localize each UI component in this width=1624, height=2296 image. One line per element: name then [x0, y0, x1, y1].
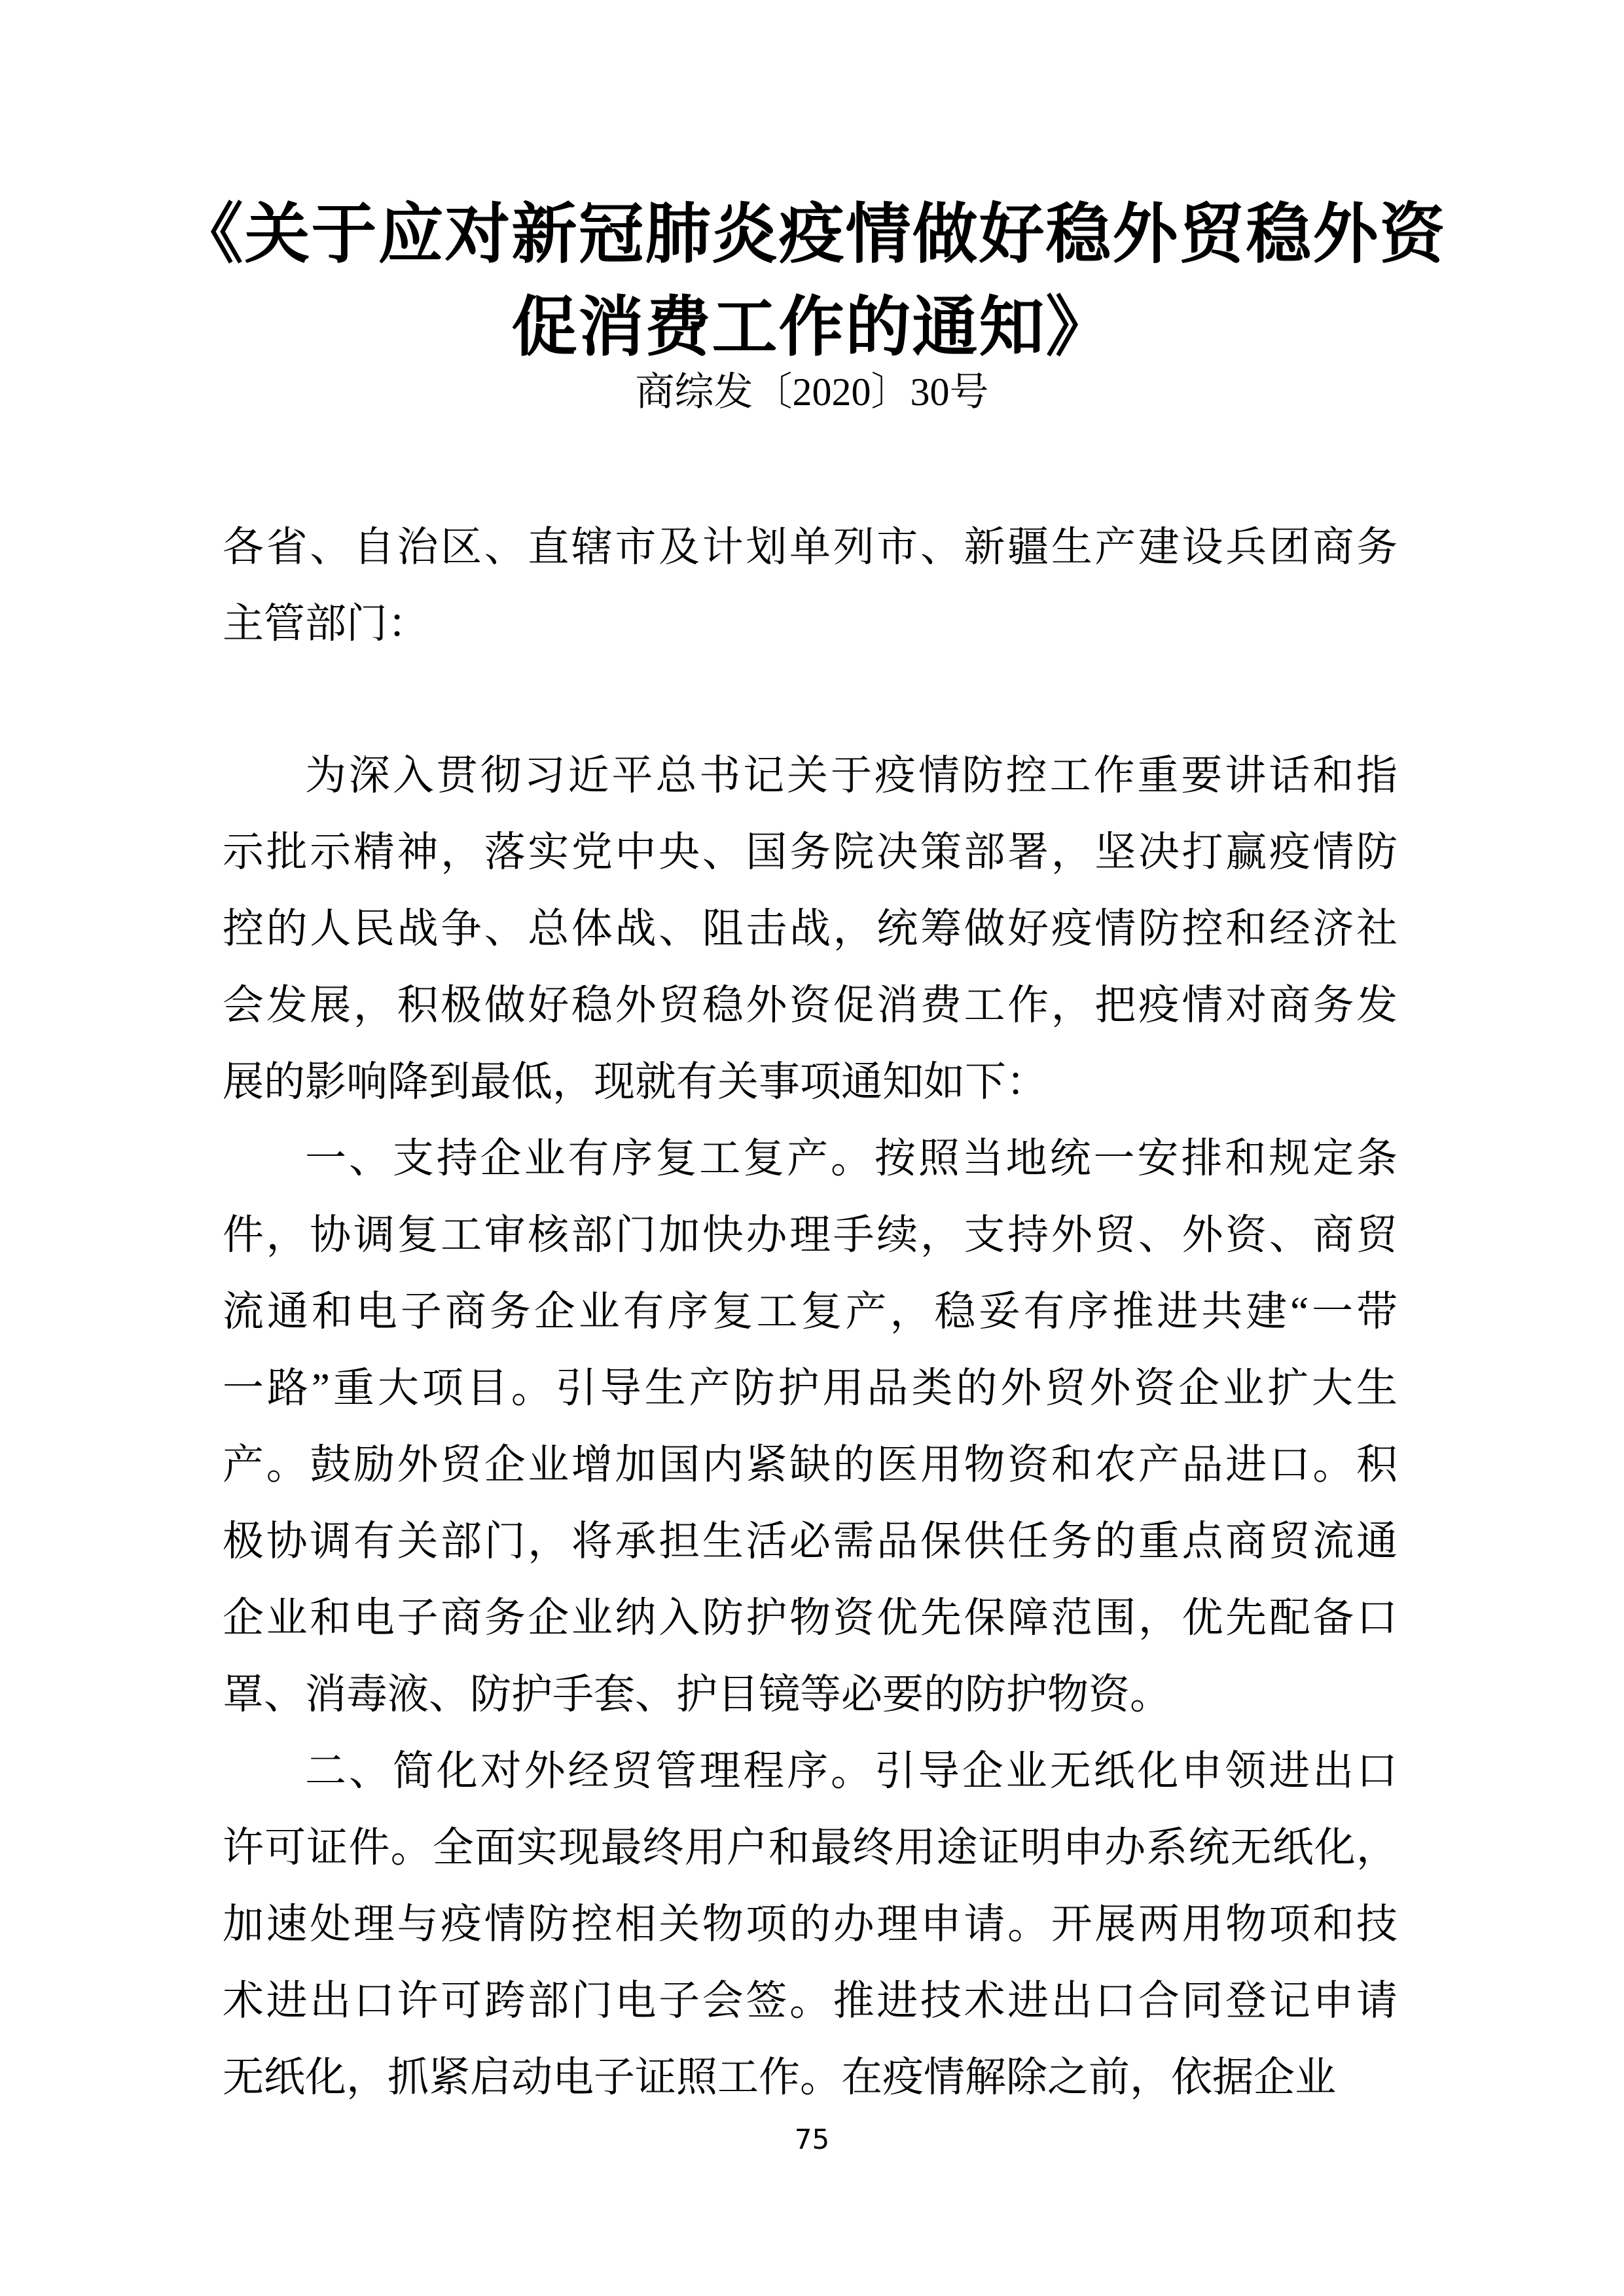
paragraph-line: 展的影响降到最低，现就有关事项通知如下： — [223, 1059, 1047, 1105]
paragraph-line: 无纸化，抓紧启动电子证照工作。在疫情解除之前，依据企业 — [223, 2054, 1336, 2100]
paragraph-line: 为深入贯彻习近平总书记关于疫情防控工作重要讲话和指 — [305, 753, 1398, 798]
paragraph-line: 术进出口许可跨部门电子会签。推进技术进出口合同登记申请 — [223, 1978, 1398, 2024]
document-title-line-2: 促消费工作的通知》 — [511, 291, 1113, 364]
paragraph-line: 示批示精神，落实党中央、国务院决策部署，坚决打赢疫情防 — [223, 829, 1398, 875]
document-body — [223, 738, 1398, 2116]
document-title-line-1: 《关于应对新冠肺炎疫情做好稳外贸稳外资 — [177, 198, 1447, 271]
paragraph-line: 许可证件。全面实现最终用户和最终用途证明申办系统无纸化， — [223, 1825, 1398, 1871]
page-number: 75 — [794, 2123, 830, 2155]
paragraph-line: 企业和电子商务企业纳入防护物资优先保障范围，优先配备口 — [223, 1595, 1398, 1641]
salutation — [223, 509, 1398, 662]
paragraph — [223, 1121, 1398, 1733]
paragraph-line: 极协调有关部门，将承担生活必需品保供任务的重点商贸流通 — [223, 1518, 1398, 1564]
paragraph-line: 二、简化对外经贸管理程序。引导企业无纸化申领进出口 — [305, 1748, 1398, 1794]
paragraph-line: 会发展，积极做好稳外贸稳外资促消费工作，把疫情对商务发 — [223, 982, 1398, 1028]
salutation-line-2: 主管部门： — [223, 601, 429, 647]
paragraph — [223, 738, 1398, 1121]
paragraph — [223, 1733, 1398, 2116]
paragraph-line: 一路”重大项目。引导生产防护用品类的外贸外资企业扩大生 — [223, 1365, 1398, 1411]
document-number: 商综发〔2020〕30号 — [635, 370, 989, 414]
paragraph-line: 件，协调复工审核部门加快办理手续，支持外贸、外资、商贸 — [223, 1212, 1398, 1258]
paragraph-line: 控的人民战争、总体战、阻击战，统筹做好疫情防控和经济社 — [223, 906, 1398, 952]
paragraph-line: 流通和电子商务企业有序复工复产，稳妥有序推进共建“一带 — [223, 1289, 1398, 1335]
document-title — [0, 188, 1624, 374]
paragraph-line: 一、支持企业有序复工复产。按照当地统一安排和规定条 — [305, 1136, 1398, 1181]
paragraph-line: 加速处理与疫情防控相关物项的办理申请。开展两用物项和技 — [223, 1901, 1398, 1947]
paragraph-line: 罩、消毒液、防护手套、护目镜等必要的防护物资。 — [223, 1672, 1171, 1717]
paragraph-line: 产。鼓励外贸企业增加国内紧缺的医用物资和农产品进口。积 — [223, 1442, 1398, 1488]
salutation-line-1: 各省、自治区、直辖市及计划单列市、新疆生产建设兵团商务 — [223, 524, 1398, 570]
